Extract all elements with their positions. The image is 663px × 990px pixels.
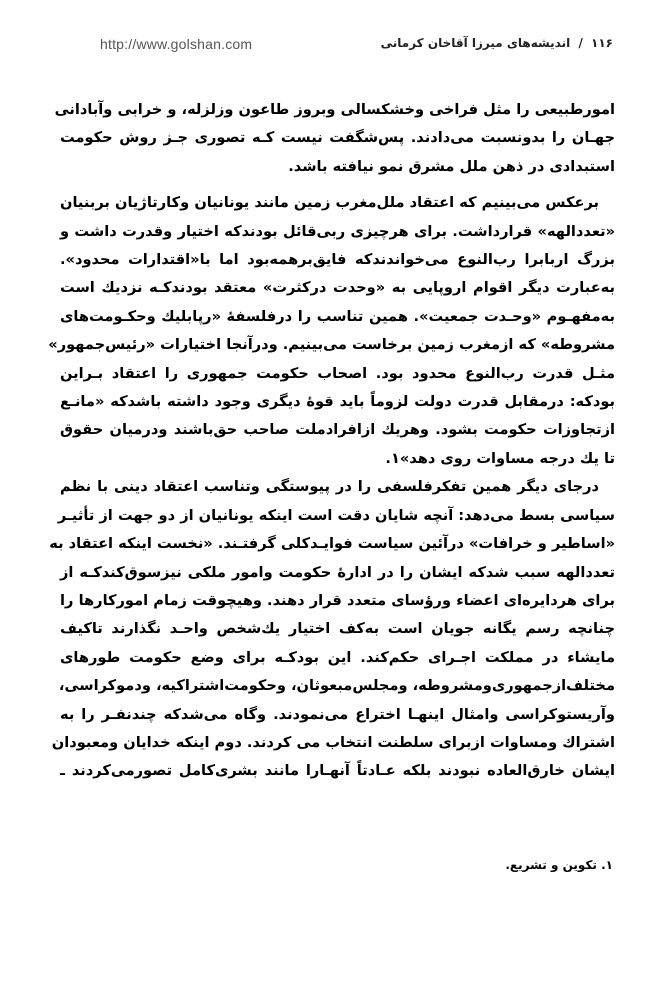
text-line: درجای دیگر همین تفکرفلسفی را در پیوستگی وتناسب اعتقاد دینی با نظم — [60, 478, 599, 496]
text-line: بزرگ اربابرا رب‌النوع می‌خواندندکه فایق‌برهمه‌بود اما با«اقتدارات محدود». — [60, 251, 615, 269]
page-number: ۱۱۶ — [591, 36, 613, 50]
text-line: اشتراك ومساوات ازبرای سلطنت انتخاب می کردند. دوم اینکه خدایان ومعبودان — [51, 733, 615, 751]
book-title: اندیشه‌های میرزا آقاخان کرمانی — [380, 36, 571, 50]
header-separator: / — [578, 36, 583, 50]
paragraph-2 — [48, 189, 615, 473]
text-line: سیاسی بسط می‌دهد: آنچه شایان دقت است اینکه یونانیان از دو جهت از تأثیـر — [57, 506, 615, 524]
text-line: چنانچه رسم یگانه جویان است به‌کف اختیار یك‌شخص واحـد نگذارند تاکیف — [60, 620, 615, 638]
text-line: وآریستوکراسی وامثال اینهـا اختراع می‌نمودند. وگاه می‌شدکه چندنفـر را به — [60, 705, 615, 723]
page-header — [100, 36, 613, 56]
watermark-url[interactable]: http://www.golshan.com — [100, 36, 253, 52]
footnote — [505, 858, 613, 872]
text-line: مایشاء در مملکت اجـرای حکم‌کند. این بودکـه برای وضع حکومت طورهای — [60, 648, 615, 666]
footnote-text: . تکوین و تشریع. — [505, 858, 606, 872]
text-line: امورطبیعی را مثل فراخی وخشکسالی وبروز طاعون وزلزله، و خرابی وآبادانی — [54, 101, 615, 118]
text-line: ایشان خارق‌العاده نبودند بلکه عـادتاً آنهـارا مانند بشری‌کامل تصورمی‌کردند ـ — [60, 762, 615, 780]
text-line: به‌عبارت دیگر اقوام اروپایی به «وحدت درکثرت» معتقد بودندکـه نزدیك است — [60, 279, 615, 297]
text-line: تا یك درجه مساوات روی دهد»۱. — [385, 449, 615, 467]
text-line: به‌مفهـوم «وحـدت جمعیت». همین تناسب را درفلسفهٔ «رپابلیك وحکـومت‌های — [60, 307, 615, 325]
main-text — [48, 96, 615, 786]
text-line: برعکس می‌بینیم که اعتقاد ملل‌مغرب زمین مانند یونانیان وکارتاژیان بربنیان — [60, 194, 599, 212]
text-line: بودکه: درمقابل قدرت دولت لزوماً باید قوهٔ دیگری وجود داشته باشدکه «مانـع — [60, 393, 615, 411]
text-line: برای هردایره‌ای اعضاء ورؤسای متعدد قرار دهند. وهیچوقت زمام امورکارها را — [60, 591, 615, 609]
footnote-number: ۱ — [605, 858, 613, 872]
text-line: استبدادی در ذهن ملل مشرق نمو نیافته باشد. — [288, 157, 615, 175]
text-line: جهـان را بدونسبت می‌دادند. پس‌شگفت نیست کـه تصوری جـز روش حکومت — [60, 129, 615, 147]
text-line: مختلف‌ازجمهوری‌ومشروطه، ومجلس‌مبعوثان، وحکومت‌اشتراکیه، ودموکراسی، — [58, 677, 615, 695]
paragraph-1 — [54, 96, 615, 181]
text-line: تعددالهه سبب شدکه ایشان را در ادارهٔ حکومت وامور ملکی نیزسوق‌کندکـه از — [60, 563, 615, 581]
text-line: ازتجاوزات حکومت بشود. وهریك ازافرادملت صاحب حق‌باشند ودرمیان حقوق — [60, 421, 615, 439]
text-line: مشروطه» که ازمغرب زمین برخاست می‌بینیم. ودرآنجا اختیارات «رئیس‌جمهور» — [48, 336, 615, 354]
text-line: «اساطیر و خرافات» درآئین سیاست فوایـدکلی گرفتـند. «نخست اینکه اعتقاد به — [49, 535, 615, 553]
running-head — [381, 36, 613, 50]
text-line: «تعددالهه» قرارداشت. برای هرچیزی ربی‌قائل بودندکه اختیار وقدرت داشت و — [60, 222, 615, 240]
text-line: مثـل قدرت رب‌النوع محدود بود. اصحاب حکومت جمهوری را اعتقاد بـراین — [60, 364, 615, 382]
paragraph-3 — [49, 473, 615, 785]
